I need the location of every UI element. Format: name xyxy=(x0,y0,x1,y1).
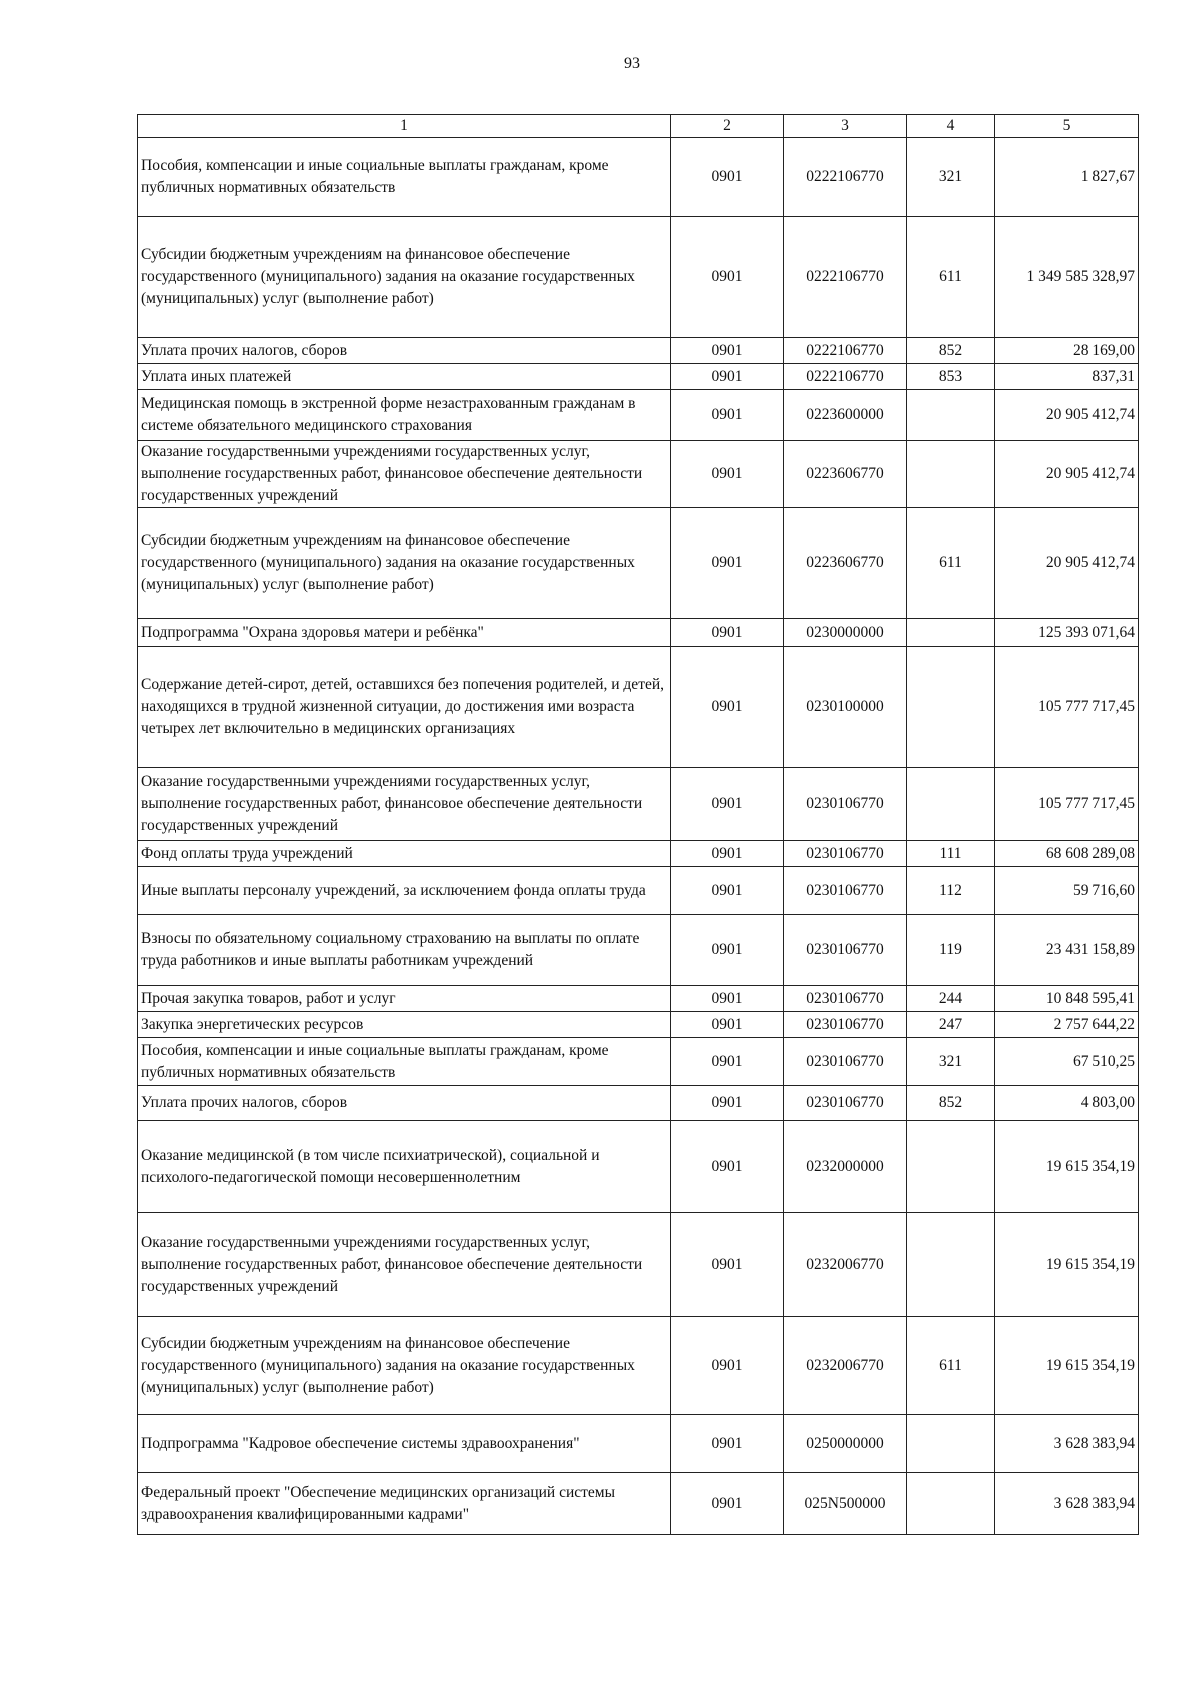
row-name: Медицинская помощь в экстренной форме незастрахованным гражданам в системе обязательного медицинского страхования xyxy=(138,390,671,441)
row-target-code: 0230106770 xyxy=(784,986,907,1012)
row-target-code: 0222106770 xyxy=(784,217,907,338)
table-row xyxy=(138,217,1139,338)
table-row xyxy=(138,441,1139,508)
row-target-code: 025N500000 xyxy=(784,1473,907,1535)
table-row xyxy=(138,364,1139,390)
row-name: Уплата прочих налогов, сборов xyxy=(138,1086,671,1121)
row-section: 0901 xyxy=(671,768,784,841)
row-expense-type xyxy=(907,390,995,441)
row-section: 0901 xyxy=(671,1415,784,1473)
table-row xyxy=(138,138,1139,217)
row-target-code: 0222106770 xyxy=(784,338,907,364)
table-row xyxy=(138,1038,1139,1086)
row-section: 0901 xyxy=(671,647,784,768)
row-amount: 837,31 xyxy=(995,364,1139,390)
budget-table xyxy=(137,114,1139,1535)
row-expense-type xyxy=(907,1415,995,1473)
row-target-code: 0223606770 xyxy=(784,441,907,508)
row-amount: 2 757 644,22 xyxy=(995,1012,1139,1038)
row-name: Пособия, компенсации и иные социальные выплаты гражданам, кроме публичных нормативных обязательств xyxy=(138,1038,671,1086)
row-section: 0901 xyxy=(671,619,784,647)
row-section: 0901 xyxy=(671,364,784,390)
row-name: Подпрограмма "Охрана здоровья матери и ребёнка" xyxy=(138,619,671,647)
row-name: Пособия, компенсации и иные социальные выплаты гражданам, кроме публичных нормативных обязательств xyxy=(138,138,671,217)
row-section: 0901 xyxy=(671,1086,784,1121)
row-amount: 20 905 412,74 xyxy=(995,390,1139,441)
table-row xyxy=(138,1086,1139,1121)
row-section: 0901 xyxy=(671,138,784,217)
row-section: 0901 xyxy=(671,1038,784,1086)
table-row xyxy=(138,1121,1139,1213)
row-expense-type xyxy=(907,1473,995,1535)
row-expense-type: 247 xyxy=(907,1012,995,1038)
row-target-code: 0230106770 xyxy=(784,915,907,986)
row-target-code: 0230106770 xyxy=(784,867,907,915)
row-section: 0901 xyxy=(671,217,784,338)
row-amount: 67 510,25 xyxy=(995,1038,1139,1086)
row-amount: 23 431 158,89 xyxy=(995,915,1139,986)
table-row xyxy=(138,619,1139,647)
row-amount: 10 848 595,41 xyxy=(995,986,1139,1012)
row-expense-type: 853 xyxy=(907,364,995,390)
table-row xyxy=(138,768,1139,841)
row-amount: 4 803,00 xyxy=(995,1086,1139,1121)
row-section: 0901 xyxy=(671,1473,784,1535)
row-name: Прочая закупка товаров, работ и услуг xyxy=(138,986,671,1012)
row-expense-type: 852 xyxy=(907,338,995,364)
row-target-code: 0223606770 xyxy=(784,508,907,619)
row-amount: 19 615 354,19 xyxy=(995,1213,1139,1317)
column-header-2: 2 xyxy=(671,115,784,138)
row-section: 0901 xyxy=(671,867,784,915)
row-target-code: 0230106770 xyxy=(784,1038,907,1086)
table-row xyxy=(138,1415,1139,1473)
row-name: Содержание детей-сирот, детей, оставшихся без попечения родителей, и детей, находящихся в трудной жизненной ситуации, до достижения ими возраста четырех лет включительно в медицинских организациях xyxy=(138,647,671,768)
row-expense-type xyxy=(907,441,995,508)
row-amount: 125 393 071,64 xyxy=(995,619,1139,647)
row-name: Субсидии бюджетным учреждениям на финансовое обеспечение государственного (муниципального) задания на оказание государственных (муниципальных) услуг (выполнение работ) xyxy=(138,1317,671,1415)
row-expense-type xyxy=(907,1213,995,1317)
row-section: 0901 xyxy=(671,1317,784,1415)
row-expense-type: 611 xyxy=(907,217,995,338)
row-target-code: 0222106770 xyxy=(784,364,907,390)
row-amount: 20 905 412,74 xyxy=(995,441,1139,508)
row-target-code: 0222106770 xyxy=(784,138,907,217)
page-number: 93 xyxy=(624,55,640,72)
row-section: 0901 xyxy=(671,338,784,364)
row-name: Оказание государственными учреждениями государственных услуг, выполнение государственных работ, финансовое обеспечение деятельности государственных учреждений xyxy=(138,768,671,841)
row-name: Субсидии бюджетным учреждениям на финансовое обеспечение государственного (муниципального) задания на оказание государственных (муниципальных) услуг (выполнение работ) xyxy=(138,508,671,619)
row-expense-type: 111 xyxy=(907,841,995,867)
row-amount: 105 777 717,45 xyxy=(995,647,1139,768)
row-amount: 19 615 354,19 xyxy=(995,1121,1139,1213)
row-target-code: 0232006770 xyxy=(784,1213,907,1317)
column-header-4: 4 xyxy=(907,115,995,138)
row-expense-type: 321 xyxy=(907,138,995,217)
row-expense-type: 611 xyxy=(907,1317,995,1415)
row-name: Субсидии бюджетным учреждениям на финансовое обеспечение государственного (муниципального) задания на оказание государственных (муниципальных) услуг (выполнение работ) xyxy=(138,217,671,338)
row-amount: 105 777 717,45 xyxy=(995,768,1139,841)
row-name: Оказание государственными учреждениями государственных услуг, выполнение государственных работ, финансовое обеспечение деятельности государственных учреждений xyxy=(138,441,671,508)
table-row xyxy=(138,647,1139,768)
row-name: Подпрограмма "Кадровое обеспечение системы здравоохранения" xyxy=(138,1415,671,1473)
table-row xyxy=(138,1473,1139,1535)
row-amount: 1 349 585 328,97 xyxy=(995,217,1139,338)
row-name: Оказание медицинской (в том числе психиатрической), социальной и психолого-педагогической помощи несовершеннолетним xyxy=(138,1121,671,1213)
row-amount: 28 169,00 xyxy=(995,338,1139,364)
budget-table-body xyxy=(138,115,1139,1535)
row-name: Фонд оплаты труда учреждений xyxy=(138,841,671,867)
row-expense-type: 244 xyxy=(907,986,995,1012)
row-amount: 1 827,67 xyxy=(995,138,1139,217)
row-section: 0901 xyxy=(671,441,784,508)
row-section: 0901 xyxy=(671,986,784,1012)
table-row xyxy=(138,390,1139,441)
row-target-code: 0223600000 xyxy=(784,390,907,441)
row-target-code: 0250000000 xyxy=(784,1415,907,1473)
row-section: 0901 xyxy=(671,1012,784,1038)
row-expense-type: 611 xyxy=(907,508,995,619)
row-amount: 59 716,60 xyxy=(995,867,1139,915)
row-section: 0901 xyxy=(671,915,784,986)
table-row xyxy=(138,338,1139,364)
row-expense-type: 112 xyxy=(907,867,995,915)
table-row xyxy=(138,867,1139,915)
row-amount: 68 608 289,08 xyxy=(995,841,1139,867)
row-target-code: 0230000000 xyxy=(784,619,907,647)
row-target-code: 0230106770 xyxy=(784,1086,907,1121)
row-name: Уплата прочих налогов, сборов xyxy=(138,338,671,364)
row-name: Оказание государственными учреждениями государственных услуг, выполнение государственных работ, финансовое обеспечение деятельности государственных учреждений xyxy=(138,1213,671,1317)
column-header-5: 5 xyxy=(995,115,1139,138)
table-row xyxy=(138,1213,1139,1317)
row-target-code: 0230106770 xyxy=(784,841,907,867)
row-section: 0901 xyxy=(671,1121,784,1213)
row-name: Закупка энергетических ресурсов xyxy=(138,1012,671,1038)
row-name: Федеральный проект "Обеспечение медицинских организаций системы здравоохранения квалифицированными кадрами" xyxy=(138,1473,671,1535)
row-target-code: 0232000000 xyxy=(784,1121,907,1213)
row-target-code: 0230106770 xyxy=(784,768,907,841)
row-target-code: 0230106770 xyxy=(784,1012,907,1038)
row-target-code: 0230100000 xyxy=(784,647,907,768)
row-name: Взносы по обязательному социальному страхованию на выплаты по оплате труда работников и иные выплаты работникам учреждений xyxy=(138,915,671,986)
table-row xyxy=(138,986,1139,1012)
row-section: 0901 xyxy=(671,390,784,441)
table-row xyxy=(138,1012,1139,1038)
row-target-code: 0232006770 xyxy=(784,1317,907,1415)
row-expense-type xyxy=(907,768,995,841)
column-number-header xyxy=(138,115,1139,138)
row-name: Уплата иных платежей xyxy=(138,364,671,390)
row-expense-type xyxy=(907,619,995,647)
row-expense-type xyxy=(907,647,995,768)
row-amount: 20 905 412,74 xyxy=(995,508,1139,619)
table-row xyxy=(138,915,1139,986)
row-amount: 3 628 383,94 xyxy=(995,1473,1139,1535)
row-expense-type xyxy=(907,1121,995,1213)
column-header-3: 3 xyxy=(784,115,907,138)
row-section: 0901 xyxy=(671,841,784,867)
table-row xyxy=(138,841,1139,867)
row-expense-type: 321 xyxy=(907,1038,995,1086)
row-section: 0901 xyxy=(671,1213,784,1317)
row-amount: 3 628 383,94 xyxy=(995,1415,1139,1473)
column-header-1: 1 xyxy=(138,115,671,138)
row-name: Иные выплаты персоналу учреждений, за исключением фонда оплаты труда xyxy=(138,867,671,915)
table-row xyxy=(138,508,1139,619)
row-expense-type: 119 xyxy=(907,915,995,986)
table-row xyxy=(138,1317,1139,1415)
row-section: 0901 xyxy=(671,508,784,619)
row-expense-type: 852 xyxy=(907,1086,995,1121)
row-amount: 19 615 354,19 xyxy=(995,1317,1139,1415)
